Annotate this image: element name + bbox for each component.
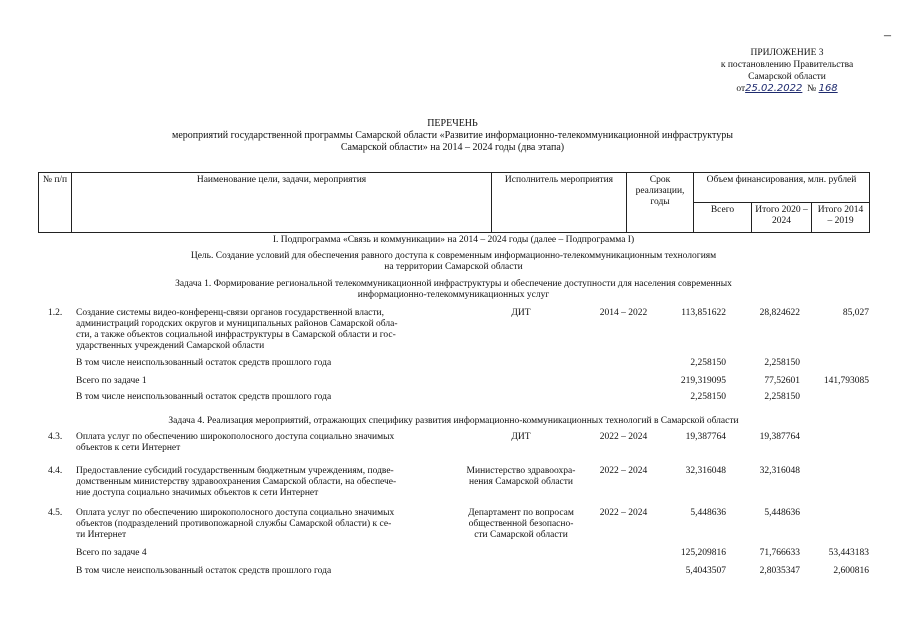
goal-line-2: на территории Самарской области bbox=[384, 262, 523, 272]
subprogram-heading: I. Подпрограмма «Связь и коммуникации» на 2014 – 2024 годы (далее – Подпрограмма I) bbox=[272, 235, 635, 245]
cell-total-2014-2019: 141,793085 bbox=[823, 376, 869, 386]
cell-total: 5,448636 bbox=[690, 508, 726, 518]
header-financing: Объем финансирования, млн. рублей bbox=[694, 173, 870, 203]
cell-executor: ДИТ bbox=[511, 432, 531, 442]
cell-total-2014-2019: 2,600816 bbox=[833, 566, 869, 576]
task1-line-1: Задача 1. Формирование региональной телекоммуникационной инфраструктуры и обеспечение доступности для населения современных bbox=[175, 279, 732, 289]
header-total-2020-2024: Итого 2020 – 2024 bbox=[752, 203, 812, 233]
cell-total: 113,851622 bbox=[681, 308, 726, 318]
appendix-block bbox=[707, 47, 867, 95]
financing-table-header bbox=[38, 172, 870, 233]
appendix-line-1: к постановлению Правительства bbox=[720, 60, 854, 70]
task1-line-2: информационно-телекоммуникационных услуг bbox=[357, 290, 550, 300]
cell-name: Всего по задаче 1 bbox=[76, 376, 147, 386]
cell-total-2020-2024: 2,258150 bbox=[764, 392, 800, 402]
doc-title bbox=[0, 118, 905, 154]
cell-executor: ДИТ bbox=[511, 308, 531, 318]
cell-name: Предоставление субсидий государственным бюджетным учреждениям, подве- домственным министерству здравоохранения Самарской области, на обеспече- ние доступа социально значимых объектов к сети Интернет bbox=[76, 466, 397, 498]
appendix-line-2: Самарской области bbox=[748, 72, 826, 82]
cell-total: 2,258150 bbox=[690, 358, 726, 368]
cell-name: В том числе неиспользованный остаток средств прошлого года bbox=[76, 358, 332, 368]
cell-total-2020-2024: 71,766633 bbox=[759, 548, 800, 558]
cell-name: Создание системы видео-конференц-связи органов государственной власти, администраций городских округов и муниципальных районов Самарской обла- сти, а также объектов социальной инфраструктуры в Самарской области и гос- ударственных учреждений Самарской области bbox=[76, 308, 398, 351]
header-num: № п/п bbox=[39, 173, 72, 233]
cell-num: 4.3. bbox=[48, 432, 63, 442]
cell-total: 219,319095 bbox=[680, 376, 726, 386]
cell-total: 125,209816 bbox=[680, 548, 726, 558]
cell-term: 2022 – 2024 bbox=[599, 466, 648, 476]
doc-title-line-1: мероприятий государственной программы Самарской области «Развитие информационно-телекоммуникационной инфраструктуры bbox=[172, 130, 733, 141]
appendix-date-line bbox=[707, 83, 867, 95]
cell-total-2014-2019: 85,027 bbox=[842, 308, 869, 318]
doc-title-line-2: Самарской области» на 2014 – 2024 годы (два этапа) bbox=[340, 142, 565, 153]
header-executor: Исполнитель мероприятия bbox=[492, 173, 627, 233]
goal-line-1: Цель. Создание условий для обеспечения равного доступа к современным информационно-телекоммуникационным технологиям bbox=[190, 251, 717, 261]
cell-term: 2022 – 2024 bbox=[599, 432, 648, 442]
cell-total-2020-2024: 2,258150 bbox=[764, 358, 800, 368]
header-total-2014-2019: Итого 2014 – 2019 bbox=[812, 203, 870, 233]
cell-name: Всего по задаче 4 bbox=[76, 548, 147, 558]
cell-total-2020-2024: 2,8035347 bbox=[759, 566, 800, 576]
cell-name: Оплата услуг по обеспечению широкополосного доступа социально значимых объектов (подразделений противопожарной службы Самарской области) к се- ти Интернет bbox=[76, 508, 395, 540]
cell-total-2020-2024: 28,824622 bbox=[759, 308, 800, 318]
cell-total: 5,4043507 bbox=[685, 566, 726, 576]
cell-executor: Департамент по вопросам общественной безопасно- сти Самарской области bbox=[468, 508, 574, 540]
corner-mark: – bbox=[884, 28, 891, 43]
doc-heading: ПЕРЕЧЕНЬ bbox=[427, 118, 478, 129]
header-term: Срок реализации, годы bbox=[627, 173, 694, 233]
cell-total-2020-2024: 19,387764 bbox=[759, 432, 800, 442]
cell-num: 4.4. bbox=[48, 466, 63, 476]
cell-term: 2014 – 2022 bbox=[599, 308, 648, 318]
cell-total: 32,316048 bbox=[685, 466, 726, 476]
cell-name: Оплата услуг по обеспечению широкополосного доступа социально значимых объектов к сети Интернет bbox=[76, 432, 395, 453]
header-name: Наименование цели, задачи, мероприятия bbox=[72, 173, 492, 233]
cell-name: В том числе неиспользованный остаток средств прошлого года bbox=[76, 566, 332, 576]
number-prefix: № bbox=[807, 84, 817, 94]
date-prefix: от bbox=[736, 84, 746, 94]
appendix-title: ПРИЛОЖЕНИЕ 3 bbox=[750, 48, 824, 58]
cell-total-2020-2024: 5,448636 bbox=[764, 508, 800, 518]
task4-heading: Задача 4. Реализация мероприятий, отражающих специфику развития информационно-коммуникационных технологий в Самарской области bbox=[168, 416, 739, 426]
cell-num: 1.2. bbox=[48, 308, 63, 318]
number-value: 168 bbox=[818, 83, 838, 94]
cell-total-2020-2024: 32,316048 bbox=[759, 466, 800, 476]
cell-total: 19,387764 bbox=[685, 432, 726, 442]
header-total: Всего bbox=[694, 203, 752, 233]
cell-term: 2022 – 2024 bbox=[599, 508, 648, 518]
date-value: 25.02.2022 bbox=[745, 83, 803, 94]
cell-total-2014-2019: 53,443183 bbox=[828, 548, 869, 558]
cell-num: 4.5. bbox=[48, 508, 63, 518]
cell-executor: Министерство здравоохра- нения Самарской области bbox=[466, 466, 576, 487]
cell-total: 2,258150 bbox=[690, 392, 726, 402]
cell-name: В том числе неиспользованный остаток средств прошлого года bbox=[76, 392, 332, 402]
cell-total-2020-2024: 77,52601 bbox=[764, 376, 800, 386]
